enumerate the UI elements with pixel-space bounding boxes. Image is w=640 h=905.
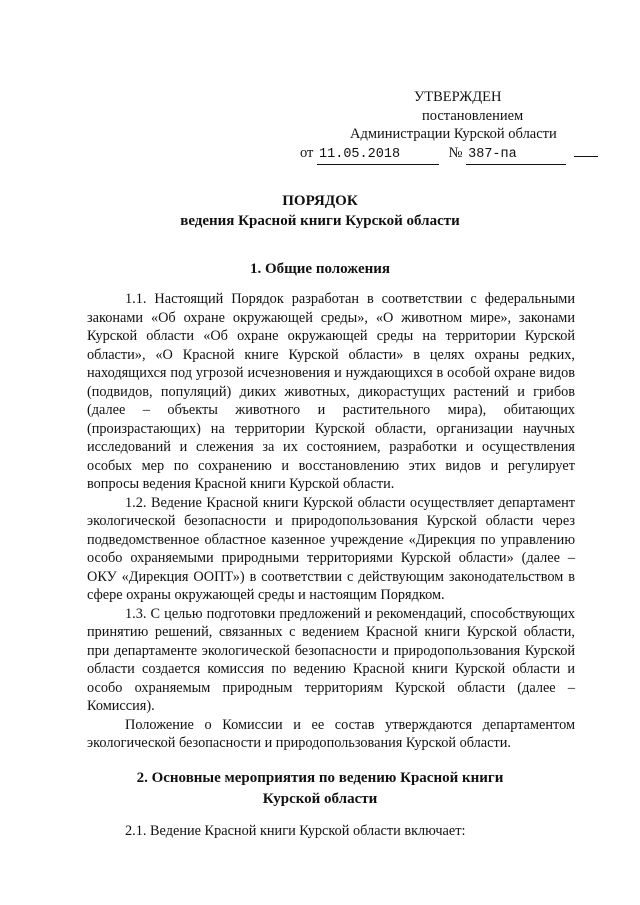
section2-heading-line2: Курской области bbox=[262, 791, 378, 807]
number-label: № bbox=[448, 145, 463, 161]
paragraph-commission: Положение о Комиссии и ее состав утверждаются департаментом экологической безопасности и природопользования Курской области. bbox=[87, 716, 575, 751]
approval-number-text: 387-па bbox=[468, 147, 517, 162]
section1-heading: 1. Общие положения bbox=[249, 261, 391, 277]
approval-by-label: постановлением bbox=[422, 108, 524, 124]
paragraph-2-1: 2.1. Ведение Красной книги Курской области включает: bbox=[125, 823, 466, 839]
paragraph-1-2: 1.2. Ведение Красной книги Курской области осуществляет департамент экологической безопасности и природопользования Курской области через подведомственное областное казенное учреждение «Дирекция по управлению особо охраняемыми природными территориями Курской области» (далее – ОКУ «Дирекция ООПТ») в соответствии с действующим законодательством в сфере охраны окружающей среды и настоящим Порядком. bbox=[87, 494, 575, 603]
paragraph-1-1: 1.1. Настоящий Порядок разработан в соответствии с федеральными законами «Об охране окружающей среды», «О животном мире», законами Курской области «Об охране окружающей среды на территории Курской области», «О Красной книге Курской области» в целях охраны редких, находящихся под угрозой исчезновения и нуждающихся в особой охране видов (подвидов, популяций) диких животных, дикорастущих растений и грибов (далее – объекты животного и растительного мира), обитающих (произрастающих) на территории Курской области, организации научных исследований и слежения за их состоянием, разработки и осуществления особых мер по сохранению и восстановлению этих видов и регулирует вопросы ведения Красной книги Курской области. bbox=[87, 291, 575, 492]
section2-heading bbox=[0, 768, 640, 810]
approval-authority: Администрации Курской области bbox=[350, 126, 557, 142]
doc-title: ПОРЯДОК bbox=[282, 193, 358, 209]
from-label: от bbox=[300, 145, 314, 161]
section2-heading-line1: 2. Основные мероприятия по ведению Красной книги bbox=[136, 770, 504, 786]
approval-date-text: 11.05.2018 bbox=[319, 147, 401, 162]
paragraph-1-3: 1.3. С целью подготовки предложений и рекомендаций, способствующих принятию решений, связанных с ведением Красной книги Курской области, при департаменте экологической безопасности и природопользования Курской области создается комиссия по ведению Красной книги Курской области и особо охраняемым природным территориям Курской области (далее – Комиссия). bbox=[87, 605, 575, 714]
section1-body bbox=[87, 290, 575, 753]
approval-date bbox=[317, 145, 439, 165]
approval-number bbox=[466, 145, 566, 165]
approval-heading: УТВЕРЖДЕН bbox=[414, 89, 502, 105]
doc-subtitle: ведения Красной книги Курской области bbox=[180, 213, 460, 229]
number-underline-tail bbox=[574, 156, 598, 157]
approval-date-number bbox=[300, 144, 598, 165]
